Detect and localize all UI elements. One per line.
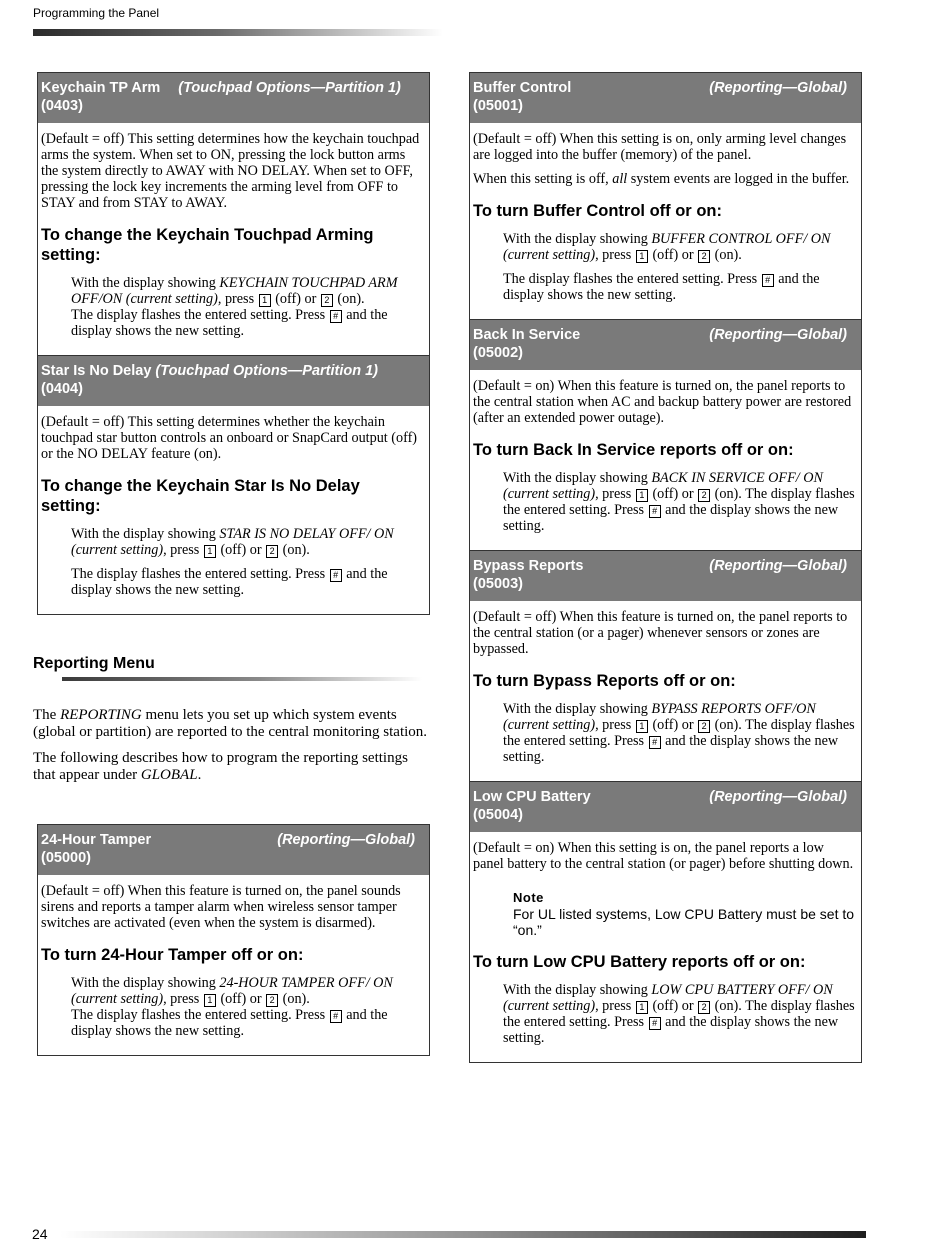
- panel-back-in-service: [469, 319, 862, 550]
- display-prompt: LOW CPU BATTERY OFF/ ON (current setting): [503, 982, 833, 1014]
- step-text: , press: [163, 542, 203, 558]
- panel-description: (Default = on) When this feature is turned on, the panel reports to the central station when AC and backup battery power are restored (after an extended power outage).: [473, 378, 852, 426]
- key-hash-icon: #: [330, 1010, 342, 1023]
- step-text: The display flashes the entered setting. Press: [71, 566, 329, 582]
- key-2-icon: 2: [321, 294, 333, 307]
- procedure-step: [71, 526, 423, 558]
- procedure-steps: [71, 975, 423, 1039]
- procedure-heading: To change the Keychain Star Is No Delay setting:: [41, 477, 360, 515]
- header-rule: [33, 29, 443, 36]
- step-text: (off) or: [271, 291, 320, 307]
- panel-header: [470, 782, 861, 832]
- panel-header: [470, 73, 861, 123]
- step-text: With the display showing: [503, 982, 652, 998]
- panel-buffer-control: [469, 72, 862, 319]
- key-1-icon: 1: [204, 994, 216, 1007]
- display-prompt: BACK IN SERVICE OFF/ ON (current setting): [503, 470, 823, 502]
- intro-text: The: [33, 707, 61, 723]
- key-hash-icon: #: [649, 1017, 661, 1030]
- key-2-icon: 2: [266, 994, 278, 1007]
- panel-code: (05004): [473, 807, 523, 823]
- panel-category: (Touchpad Options—Partition 1): [155, 363, 379, 379]
- panel-description: (Default = off) When this setting is on, only arming level changes are logged into the buffer (memory) of the panel.: [473, 131, 847, 163]
- procedure-step: [71, 275, 423, 307]
- reporting-intro: [33, 707, 433, 793]
- step-text: , press: [217, 291, 258, 307]
- panel-title: 24-Hour Tamper: [41, 832, 152, 848]
- step-text: With the display showing: [71, 275, 220, 291]
- key-hash-icon: #: [330, 310, 342, 323]
- panel-code: (05000): [41, 850, 91, 866]
- procedure-steps: [71, 275, 423, 339]
- panel-low-cpu-battery: [469, 781, 862, 1063]
- procedure-step: [71, 307, 423, 339]
- step-text: and the display shows the new setting.: [71, 1007, 388, 1039]
- panel-category: (Reporting—Global): [277, 832, 415, 848]
- procedure-steps: [503, 231, 855, 303]
- panel-body: [38, 875, 429, 1055]
- step-text: , press: [595, 998, 635, 1014]
- procedure-steps: [503, 701, 855, 765]
- panel-code: (0404): [41, 381, 83, 397]
- left-column-lower: [37, 824, 430, 1056]
- panel-keychain-tp-arm: [37, 72, 430, 355]
- step-text: (on). The display flashes the entered setting. Press: [503, 486, 855, 518]
- display-prompt: STAR IS NO DELAY OFF/ ON (current setting): [71, 526, 394, 558]
- step-text: , press: [595, 717, 635, 733]
- step-text: , press: [163, 991, 203, 1007]
- note-text: For UL listed systems, Low CPU Battery must be set to “on.”: [513, 906, 855, 938]
- panel-title: Low CPU Battery: [473, 789, 591, 805]
- intro-text: The following describes how to program the reporting settings that appear under: [33, 750, 408, 783]
- key-hash-icon: #: [330, 569, 342, 582]
- panel-category: (Reporting—Global): [709, 327, 847, 343]
- panel-code: (05002): [473, 345, 523, 361]
- panel-title: Star Is No Delay: [41, 363, 152, 379]
- procedure-step: [71, 566, 423, 598]
- intro-paragraph: [33, 750, 433, 783]
- step-text: With the display showing: [71, 526, 220, 542]
- intro-text: .: [197, 766, 202, 783]
- panel-header-row: [473, 79, 847, 97]
- panel-category: (Reporting—Global): [709, 80, 847, 96]
- step-text: (on).: [333, 291, 365, 307]
- procedure-step: [503, 701, 855, 765]
- panel-bypass-reports: [469, 550, 862, 781]
- panel-category: (Touchpad Options—Partition 1): [178, 80, 401, 96]
- panel-description: (Default = off) When this feature is turned on, the panel reports to the central station (or a pager) whenever sensors or zones are bypassed.: [473, 609, 848, 657]
- step-text: (off) or: [648, 247, 698, 263]
- step-text: and the display shows the new setting.: [71, 566, 388, 598]
- panel-body: [470, 370, 861, 550]
- section-title-reporting-menu: Reporting Menu: [33, 655, 155, 672]
- page-number: 24: [32, 1226, 48, 1242]
- step-text: (off) or: [648, 717, 698, 733]
- step-text: (on).: [279, 542, 310, 558]
- step-text: With the display showing: [71, 975, 220, 991]
- key-1-icon: 1: [636, 250, 648, 263]
- panel-category: (Reporting—Global): [709, 558, 847, 574]
- display-prompt: 24-HOUR TAMPER OFF/ ON (current setting): [71, 975, 393, 1007]
- panel-body: [470, 123, 861, 319]
- key-hash-icon: #: [649, 505, 661, 518]
- display-prompt: BYPASS REPORTS OFF/ON (current setting): [503, 701, 816, 733]
- procedure-heading: To turn Buffer Control off or on:: [473, 202, 722, 220]
- step-text: (off) or: [648, 486, 698, 502]
- procedure-step: [71, 975, 423, 1007]
- procedure-step: [503, 271, 855, 303]
- step-text: , press: [595, 486, 635, 502]
- key-2-icon: 2: [266, 545, 278, 558]
- display-prompt: KEYCHAIN TOUCHPAD ARM OFF/ON (current setting): [71, 275, 398, 307]
- panel-description: (Default = off) This setting determines whether the keychain touchpad star button controls an onboard or SnapCard output (off) or the NO DELAY feature (on).: [41, 414, 418, 462]
- panel-title: Keychain TP Arm: [41, 80, 161, 96]
- description-text: When this setting is off,: [473, 171, 613, 187]
- key-2-icon: 2: [698, 489, 710, 502]
- panel-code: (05001): [473, 98, 523, 114]
- procedure-heading: To turn Back In Service reports off or on:: [473, 441, 794, 459]
- panel-header-row: [473, 326, 847, 344]
- panel-star-no-delay: [37, 355, 430, 615]
- procedure-step: [503, 231, 855, 263]
- key-1-icon: 1: [259, 294, 271, 307]
- procedure-heading: To turn Low CPU Battery reports off or on:: [473, 953, 806, 971]
- step-text: With the display showing: [503, 701, 652, 717]
- key-1-icon: 1: [204, 545, 216, 558]
- panel-description-2: [473, 171, 855, 187]
- panel-header-row: [41, 362, 415, 380]
- panel-code: (05003): [473, 576, 523, 592]
- step-text: (on). The display flashes the entered setting. Press: [503, 717, 855, 749]
- panel-body: [470, 601, 861, 781]
- panel-header-row: [473, 557, 847, 575]
- panel-header: [38, 356, 429, 406]
- procedure-steps: [503, 470, 855, 534]
- step-text: (on). The display flashes the entered setting. Press: [503, 998, 855, 1030]
- panel-category: (Reporting—Global): [709, 789, 847, 805]
- step-text: (on).: [711, 247, 742, 263]
- key-1-icon: 1: [636, 489, 648, 502]
- procedure-heading: To turn Bypass Reports off or on:: [473, 672, 736, 690]
- panel-body: [38, 406, 429, 614]
- description-emphasis: all: [612, 171, 628, 187]
- step-text: and the display shows the new setting.: [71, 307, 388, 339]
- step-text: and the display shows the new setting.: [503, 502, 839, 534]
- left-column: [37, 72, 430, 615]
- panel-header: [38, 73, 429, 123]
- step-text: and the display shows the new setting.: [503, 1014, 839, 1046]
- procedure-steps: [71, 526, 423, 598]
- panel-header: [470, 551, 861, 601]
- key-2-icon: 2: [698, 720, 710, 733]
- step-text: and the display shows the new setting.: [503, 733, 839, 765]
- panel-body: [38, 123, 429, 355]
- procedure-steps: [503, 982, 855, 1046]
- panel-description: (Default = off) This setting determines how the keychain touchpad arms the system. When set to ON, pressing the lock button arms the system directly to AWAY with NO DELAY. When set to OFF, pressing the lock key increments the arming level from OFF to STAY and from STAY to AWAY.: [41, 131, 420, 211]
- step-text: The display flashes the entered setting. Press: [71, 1007, 329, 1023]
- procedure-heading: To change the Keychain Touchpad Arming setting:: [41, 226, 374, 264]
- panel-title: Back In Service: [473, 327, 581, 343]
- procedure-step: [503, 470, 855, 534]
- right-column: [469, 72, 862, 1063]
- key-hash-icon: #: [762, 274, 774, 287]
- intro-text: menu lets you set up which system events (global or partition) are reported to the central monitoring station.: [33, 707, 428, 740]
- key-1-icon: 1: [636, 720, 648, 733]
- key-2-icon: 2: [698, 250, 710, 263]
- panel-body: [470, 832, 861, 1062]
- panel-header: [470, 320, 861, 370]
- step-text: With the display showing: [503, 231, 652, 247]
- description-text: system events are logged in the buffer.: [627, 171, 850, 187]
- page-header-title: Programming the Panel: [33, 6, 160, 20]
- note-label: Note: [513, 890, 544, 905]
- step-text: With the display showing: [503, 470, 652, 486]
- panel-header-row: [41, 831, 415, 849]
- panel-24-hour-tamper: [37, 824, 430, 1056]
- panel-description: (Default = off) When this feature is turned on, the panel sounds sirens and reports a tamper alarm when wireless sensor tamper switches are activated (even when the system is disarmed).: [41, 883, 401, 931]
- procedure-heading: To turn 24-Hour Tamper off or on:: [41, 946, 304, 964]
- panel-title: Bypass Reports: [473, 558, 584, 574]
- step-text: (off) or: [216, 542, 266, 558]
- intro-emphasis: GLOBAL: [140, 766, 198, 783]
- display-prompt: BUFFER CONTROL OFF/ ON (current setting): [503, 231, 831, 263]
- intro-paragraph: [33, 707, 433, 740]
- panel-description: (Default = on) When this setting is on, the panel reports a low panel battery to the central station (or pager) before shutting down.: [473, 840, 854, 872]
- panel-header: [38, 825, 429, 875]
- key-hash-icon: #: [649, 736, 661, 749]
- step-text: and the display shows the new setting.: [503, 271, 820, 303]
- procedure-step: [503, 982, 855, 1046]
- step-text: , press: [595, 247, 635, 263]
- intro-emphasis: REPORTING: [60, 707, 142, 723]
- footer-rule: [60, 1231, 866, 1238]
- panel-header-row: [473, 788, 847, 806]
- step-text: The display flashes the entered setting. Press: [503, 271, 761, 287]
- step-text: The display flashes the entered setting. Press: [71, 307, 329, 323]
- note-box: [513, 890, 855, 938]
- key-1-icon: 1: [636, 1001, 648, 1014]
- step-text: (on).: [279, 991, 310, 1007]
- step-text: (off) or: [216, 991, 266, 1007]
- key-2-icon: 2: [698, 1001, 710, 1014]
- section-rule: [62, 677, 422, 681]
- panel-header-row: [41, 79, 415, 97]
- panel-code: (0403): [41, 98, 83, 114]
- panel-title: Buffer Control: [473, 80, 572, 96]
- procedure-step: [71, 1007, 423, 1039]
- step-text: (off) or: [648, 998, 698, 1014]
